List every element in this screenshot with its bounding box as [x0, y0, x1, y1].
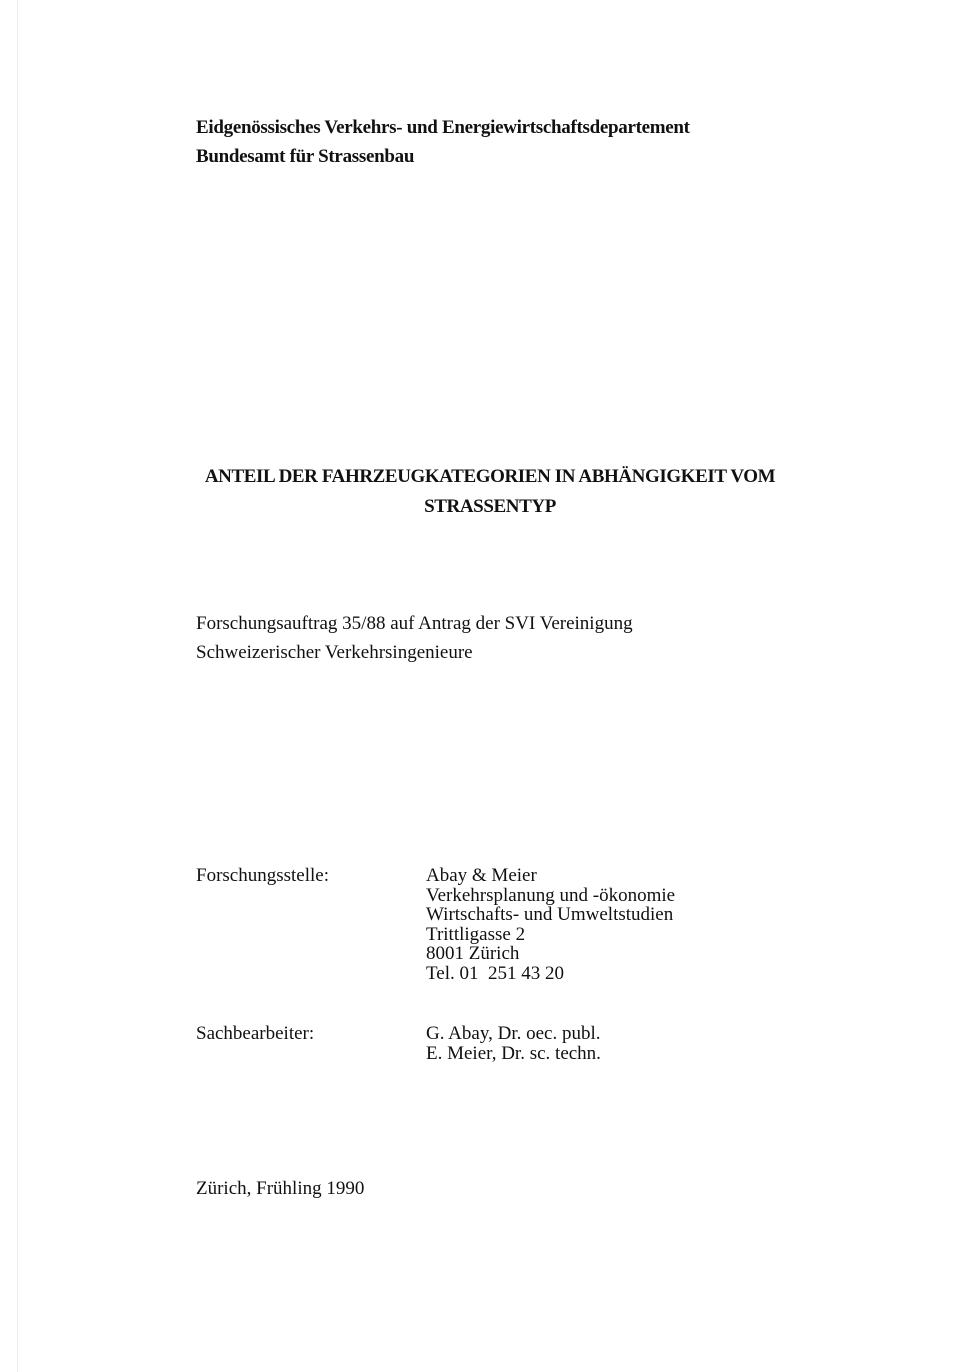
office-name: Bundesamt für Strassenbau: [196, 146, 415, 167]
staff-names: [426, 1024, 601, 1063]
commission-line-1: Forschungsauftrag 35/88 auf Antrag der SVI Vereinigung: [196, 613, 633, 634]
report-title: [150, 462, 830, 522]
report-title-line-2: STRASSENTYP: [424, 496, 556, 517]
address-line: Verkehrsplanung und -ökonomie: [426, 884, 676, 906]
phone-line: Tel. 01 251 43 20: [426, 962, 564, 984]
report-title-line-1: ANTEIL DER FAHRZEUGKATEGORIEN IN ABHÄNGIGKEIT VOM: [204, 466, 776, 487]
address-line: Wirtschafts- und Umweltstudien: [426, 904, 674, 926]
research-office-address: [426, 866, 675, 984]
place-and-date: Zürich, Frühling 1990: [196, 1178, 365, 1199]
staff-member: E. Meier, Dr. sc. techn.: [426, 1042, 601, 1064]
staff-member: G. Abay, Dr. oec. publ.: [426, 1023, 601, 1044]
department-name: Eidgenössisches Verkehrs- und Energiewirtschaftsdepartement: [196, 117, 690, 138]
staff-label: Sachbearbeiter:: [196, 1023, 315, 1044]
address-line: Trittligasse 2: [426, 923, 526, 945]
page-edge-line: [17, 0, 18, 1372]
research-office-label: Forschungsstelle:: [196, 865, 329, 886]
commission-statement: [196, 609, 633, 667]
address-line: Abay & Meier: [426, 865, 537, 886]
commission-line-2: Schweizerischer Verkehrsingenieure: [196, 642, 473, 663]
issuing-authority: [196, 113, 690, 171]
address-line: 8001 Zürich: [426, 943, 520, 965]
